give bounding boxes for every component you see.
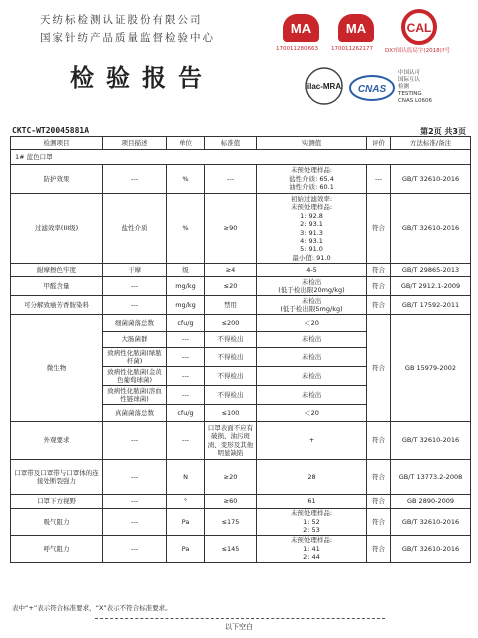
std-cell: 不得检出	[205, 386, 257, 405]
company-name: 天纺标检测认证股份有限公司	[40, 14, 203, 26]
header-cell: 实测值	[257, 137, 367, 150]
eval-cell: 符合	[367, 422, 391, 460]
desc-cell: ---	[103, 422, 167, 460]
std-cell: ≤100	[205, 405, 257, 422]
cal-code: DX?国认监局字(2018)?号	[385, 48, 451, 54]
desc-cell: ---	[103, 495, 167, 509]
desc-cell: 致病性化脓菌(溶血性链球菌)	[103, 386, 167, 405]
value-line: 未预处理样品:	[290, 536, 333, 545]
eval-cell: 符合	[367, 264, 391, 277]
dashed-divider	[95, 618, 385, 619]
item-cell: 口罩下方视野	[11, 495, 103, 509]
cnas-cn-3: 检测	[398, 84, 410, 90]
unit-cell: %	[167, 194, 205, 264]
unit-cell: ---	[167, 332, 205, 348]
test-results-table	[10, 136, 471, 563]
std-cell: ≥4	[205, 264, 257, 277]
eval-cell: 符合	[367, 277, 391, 296]
cma-logo-2: MA	[338, 14, 374, 42]
unit-cell: ---	[167, 386, 205, 405]
item-cell: 过滤效率(III级)	[11, 194, 103, 264]
unit-cell: %	[167, 165, 205, 194]
std-cell: 口罩表面不应有破损、油污斑渍、变形及其他明显缺陷	[205, 422, 257, 460]
value-line: 5: 91.0	[300, 245, 323, 254]
value-cell	[257, 165, 367, 194]
value-cell: 未检出	[257, 367, 367, 386]
table-row	[11, 460, 471, 495]
unit-cell: ---	[167, 422, 205, 460]
eval-cell: 符合	[367, 460, 391, 495]
method-cell: GB/T 32610-2016	[391, 165, 471, 194]
desc-cell: ---	[103, 165, 167, 194]
item-cell: 外观要求	[11, 422, 103, 460]
unit-cell: ---	[167, 348, 205, 367]
desc-cell: ---	[103, 509, 167, 536]
svg-text:CAL: CAL	[406, 21, 432, 35]
value-line: 4: 93.1	[300, 236, 323, 245]
value-line: 3: 91.3	[300, 228, 323, 237]
eval-cell: 符合	[367, 315, 391, 422]
report-title: 检验报告	[70, 63, 214, 92]
blank-below-label: 以下空白	[225, 623, 253, 631]
value-cell: 28	[257, 460, 367, 495]
cnas-text-block	[398, 70, 432, 105]
value-cell: +	[257, 422, 367, 460]
value-line: 1: 41	[303, 544, 320, 553]
value-cell	[257, 277, 367, 296]
header-cell: 单位	[167, 137, 205, 150]
unit-cell: N	[167, 460, 205, 495]
cnas-cn-1: 中国认可	[398, 70, 421, 76]
unit-cell: ---	[167, 367, 205, 386]
page-number: 第2页 共3页	[420, 127, 466, 136]
method-cell: GB/T 32610-2016	[391, 509, 471, 536]
table-row	[11, 264, 471, 277]
cma-code-2: 170011262177	[331, 46, 373, 52]
desc-cell: 致病性化脓菌(金黄色葡萄球菌)	[103, 367, 167, 386]
item-cell: 呼气阻力	[11, 536, 103, 563]
std-cell: 不得检出	[205, 332, 257, 348]
method-cell: GB/T 17592-2011	[391, 296, 471, 315]
method-cell: GB/T 29865-2013	[391, 264, 471, 277]
std-cell: 禁用	[205, 296, 257, 315]
header-cell: 方法标准/备注	[391, 137, 471, 150]
value-cell	[257, 194, 367, 264]
sample-section-label: 1# 蓝色口罩	[11, 150, 471, 165]
value-cell	[257, 509, 367, 536]
desc-cell: ---	[103, 296, 167, 315]
ilac-mra-logo	[302, 66, 346, 110]
value-cell	[257, 536, 367, 563]
value-line: 2: 93.1	[300, 220, 323, 229]
value-cell	[257, 296, 367, 315]
value-line: 最小值: 91.0	[292, 253, 331, 262]
item-cell: 防护效果	[11, 165, 103, 194]
value-line: 2: 53	[303, 526, 320, 535]
std-cell: ≥60	[205, 495, 257, 509]
value-line: 2: 44	[303, 553, 320, 562]
item-cell: 耐摩擦色牢度	[11, 264, 103, 277]
method-cell: GB 15979-2002	[391, 315, 471, 422]
table-row	[11, 536, 471, 563]
item-cell: 可分解致癌芳香胺染料	[11, 296, 103, 315]
header-cell: 项目描述	[103, 137, 167, 150]
table-row	[11, 165, 471, 194]
unit-cell: Pa	[167, 509, 205, 536]
value-line: 油性介质: 60.1	[289, 183, 334, 192]
table-row	[11, 509, 471, 536]
item-cell: 吸气阻力	[11, 509, 103, 536]
value-line: 未预处理样品:	[290, 509, 333, 518]
item-cell: 口罩带及口罩带与口罩体的连接处断裂强力	[11, 460, 103, 495]
unit-cell: 级	[167, 264, 205, 277]
value-line: 未检出	[301, 277, 322, 286]
cma-logo-1: MA	[283, 14, 319, 42]
std-cell: ≤145	[205, 536, 257, 563]
cnas-number: CNAS L0606	[398, 98, 433, 104]
cnas-testing: TESTING	[398, 91, 422, 97]
std-cell: ≥20	[205, 460, 257, 495]
eval-cell: 符合	[367, 536, 391, 563]
value-line: 盐性介质: 65.4	[289, 174, 334, 183]
desc-cell: ---	[103, 277, 167, 296]
report-number: CKTC-WT20045881A	[12, 126, 90, 135]
unit-cell: mg/kg	[167, 296, 205, 315]
value-cell: 未检出	[257, 386, 367, 405]
method-cell: GB/T 32610-2016	[391, 194, 471, 264]
desc-cell: 细菌菌落总数	[103, 315, 167, 332]
std-cell: 不得检出	[205, 348, 257, 367]
unit-cell: Pa	[167, 536, 205, 563]
unit-cell: cfu/g	[167, 315, 205, 332]
header-cell: 检测项目	[11, 137, 103, 150]
table-row	[11, 422, 471, 460]
header-cell: 评价	[367, 137, 391, 150]
eval-cell: 符合	[367, 194, 391, 264]
table-header-row	[11, 137, 471, 150]
method-cell: GB 2890-2009	[391, 495, 471, 509]
desc-cell: ---	[103, 460, 167, 495]
desc-cell: 真菌菌落总数	[103, 405, 167, 422]
value-line: 初始过滤效率:	[290, 194, 333, 203]
eval-cell: 符合	[367, 495, 391, 509]
desc-cell: 致病性化脓菌(绿脓杆菌)	[103, 348, 167, 367]
value-cell: ＜20	[257, 315, 367, 332]
value-cell: ＜20	[257, 405, 367, 422]
eval-cell: 符合	[367, 296, 391, 315]
desc-cell: 大肠菌群	[103, 332, 167, 348]
ilac-label: ilac-MRA	[306, 82, 342, 91]
method-cell: GB/T 2912.1-2009	[391, 277, 471, 296]
eval-cell: ---	[367, 165, 391, 194]
value-line: 未预处理样品:	[290, 203, 333, 212]
value-line: 1: 52	[303, 517, 320, 526]
cnas-label: CNAS	[357, 84, 387, 95]
cnas-logo	[348, 74, 396, 108]
table-row	[11, 495, 471, 509]
table-row	[11, 315, 471, 332]
method-cell: GB/T 13773.2-2008	[391, 460, 471, 495]
method-cell: GB/T 32610-2016	[391, 422, 471, 460]
cnas-cn-2: 国际互认	[398, 77, 421, 83]
std-cell: ≤200	[205, 315, 257, 332]
center-name: 国家针纺产品质量监督检验中心	[40, 32, 215, 44]
desc-cell: 干摩	[103, 264, 167, 277]
unit-cell: cfu/g	[167, 405, 205, 422]
header-cell: 标准值	[205, 137, 257, 150]
value-cell: 4-5	[257, 264, 367, 277]
value-line: (低于检出限20mg/kg)	[278, 286, 345, 294]
value-cell: 61	[257, 495, 367, 509]
unit-cell: °	[167, 495, 205, 509]
item-cell: 甲醛含量	[11, 277, 103, 296]
footnote: 表中“+”表示符合标准要求，“X”表示不符合标准要求。	[12, 604, 172, 612]
table-row	[11, 296, 471, 315]
item-cell: 微生物	[11, 315, 103, 422]
table-row	[11, 194, 471, 264]
eval-cell: 符合	[367, 509, 391, 536]
value-line: 未检出	[301, 296, 322, 305]
std-cell: ≤20	[205, 277, 257, 296]
unit-cell: mg/kg	[167, 277, 205, 296]
std-cell: ≤175	[205, 509, 257, 536]
std-cell: ≥90	[205, 194, 257, 264]
value-cell: 未检出	[257, 348, 367, 367]
cma-code-1: 170011280663	[276, 46, 318, 52]
method-cell: GB/T 32610-2016	[391, 536, 471, 563]
std-cell: 不得检出	[205, 367, 257, 386]
value-cell: 未检出	[257, 332, 367, 348]
std-cell: ---	[205, 165, 257, 194]
value-line: 1: 92.8	[300, 211, 323, 220]
value-line: (低于检出限5mg/kg)	[280, 305, 343, 313]
value-line: 未预处理样品:	[290, 166, 333, 175]
section-row	[11, 150, 471, 165]
table-row	[11, 277, 471, 296]
desc-cell: 盐性介质	[103, 194, 167, 264]
desc-cell: ---	[103, 536, 167, 563]
